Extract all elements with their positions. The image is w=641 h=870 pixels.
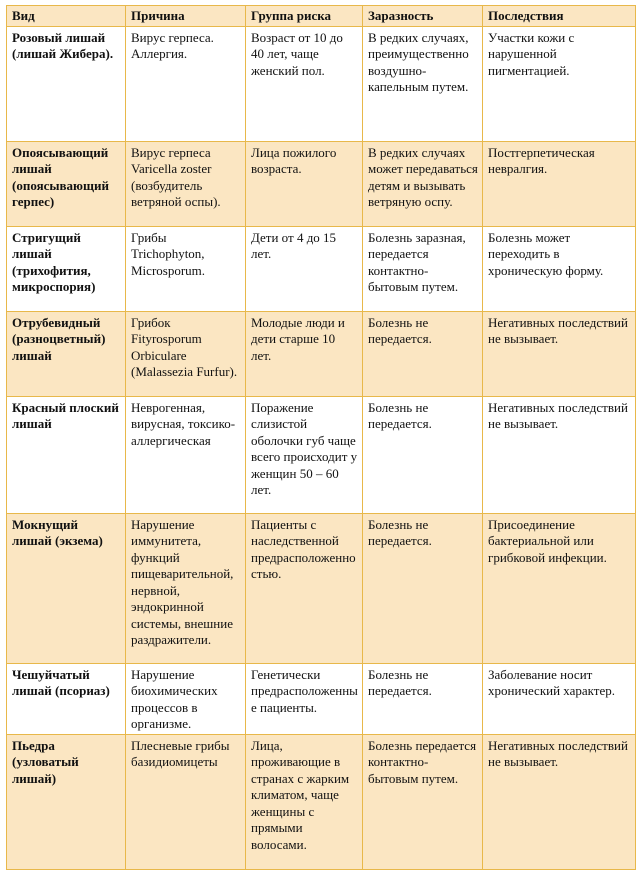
- cell-consequences: Негативных последствий не вызывает.: [483, 734, 636, 869]
- cell-contagion: Болезнь не передается.: [363, 513, 483, 663]
- cell-contagion: В редких случаях, преимущественно воздушно-капельным путем.: [363, 26, 483, 141]
- cell-risk-group: Поражение слизистой оболочки губ чаще всего происходит у женщин 50 – 60 лет.: [246, 396, 363, 513]
- cell-cause: Вирус герпеса Varicella zoster (возбудитель ветряной оспы).: [126, 141, 246, 226]
- table-row: [7, 311, 636, 396]
- header-risk-group: Группа риска: [246, 6, 363, 27]
- header-type: Вид: [7, 6, 126, 27]
- cell-contagion: Болезнь не передается.: [363, 311, 483, 396]
- cell-contagion: Болезнь не передается.: [363, 396, 483, 513]
- cell-cause: Плесневые грибы базидиомицеты: [126, 734, 246, 869]
- cell-risk-group: Генетически предрасположенные пациенты.: [246, 663, 363, 734]
- cell-type: Отрубевидный (разноцветный) лишай: [7, 311, 126, 396]
- cell-cause: Неврогенная, вирусная, токсико-аллергическая: [126, 396, 246, 513]
- cell-type: Чешуйчатый лишай (псориаз): [7, 663, 126, 734]
- cell-cause: Вирус герпеса. Аллергия.: [126, 26, 246, 141]
- cell-contagion: Болезнь заразная, передается контактно-бытовым путем.: [363, 226, 483, 311]
- lichen-types-table: [6, 5, 636, 870]
- cell-risk-group: Лица, проживающие в странах с жарким климатом, чаще женщины с прямыми волосами.: [246, 734, 363, 869]
- cell-consequences: Негативных последствий не вызывает.: [483, 396, 636, 513]
- table-row: [7, 226, 636, 311]
- cell-type: Опоясывающий лишай (опоясывающий герпес): [7, 141, 126, 226]
- cell-consequences: Присоединение бактериальной или грибковой инфекции.: [483, 513, 636, 663]
- table-row: [7, 141, 636, 226]
- cell-contagion: Болезнь не передается.: [363, 663, 483, 734]
- table-row: [7, 513, 636, 663]
- cell-risk-group: Дети от 4 до 15 лет.: [246, 226, 363, 311]
- header-contagion: Заразность: [363, 6, 483, 27]
- cell-type: Розовый лишай (лишай Жибера).: [7, 26, 126, 141]
- cell-risk-group: Молодые люди и дети старше 10 лет.: [246, 311, 363, 396]
- cell-consequences: Болезнь может переходить в хроническую форму.: [483, 226, 636, 311]
- table-row: [7, 734, 636, 869]
- header-cause: Причина: [126, 6, 246, 27]
- cell-type: Мокнущий лишай (экзема): [7, 513, 126, 663]
- cell-contagion: Болезнь передается контактно-бытовым путем.: [363, 734, 483, 869]
- cell-type: Стригущий лишай (трихофития, микроспория): [7, 226, 126, 311]
- cell-cause: Грибок Fityrosporum Orbiculare (Malassezia Furfur).: [126, 311, 246, 396]
- table-row: [7, 26, 636, 141]
- header-consequences: Последствия: [483, 6, 636, 27]
- cell-type: Красный плоский лишай: [7, 396, 126, 513]
- cell-consequences: Негативных последствий не вызывает.: [483, 311, 636, 396]
- cell-type: Пьедра (узловатый лишай): [7, 734, 126, 869]
- cell-risk-group: Лица пожилого возраста.: [246, 141, 363, 226]
- cell-consequences: Постгерпетическая невралгия.: [483, 141, 636, 226]
- header-row: [7, 6, 636, 27]
- cell-consequences: Заболевание носит хронический характер.: [483, 663, 636, 734]
- cell-risk-group: Возраст от 10 до 40 лет, чаще женский пол.: [246, 26, 363, 141]
- cell-cause: Грибы Trichophyton, Microsporum.: [126, 226, 246, 311]
- table-row: [7, 663, 636, 734]
- cell-cause: Нарушение биохимических процессов в организме.: [126, 663, 246, 734]
- cell-cause: Нарушение иммунитета, функций пищеварительной, нервной, эндокринной системы, внешние раздражители.: [126, 513, 246, 663]
- table-row: [7, 396, 636, 513]
- cell-contagion: В редких случаях может передаваться детям и вызывать ветряную оспу.: [363, 141, 483, 226]
- cell-consequences: Участки кожи с нарушенной пигментацией.: [483, 26, 636, 141]
- cell-risk-group: Пациенты с наследственной предрасположенностью.: [246, 513, 363, 663]
